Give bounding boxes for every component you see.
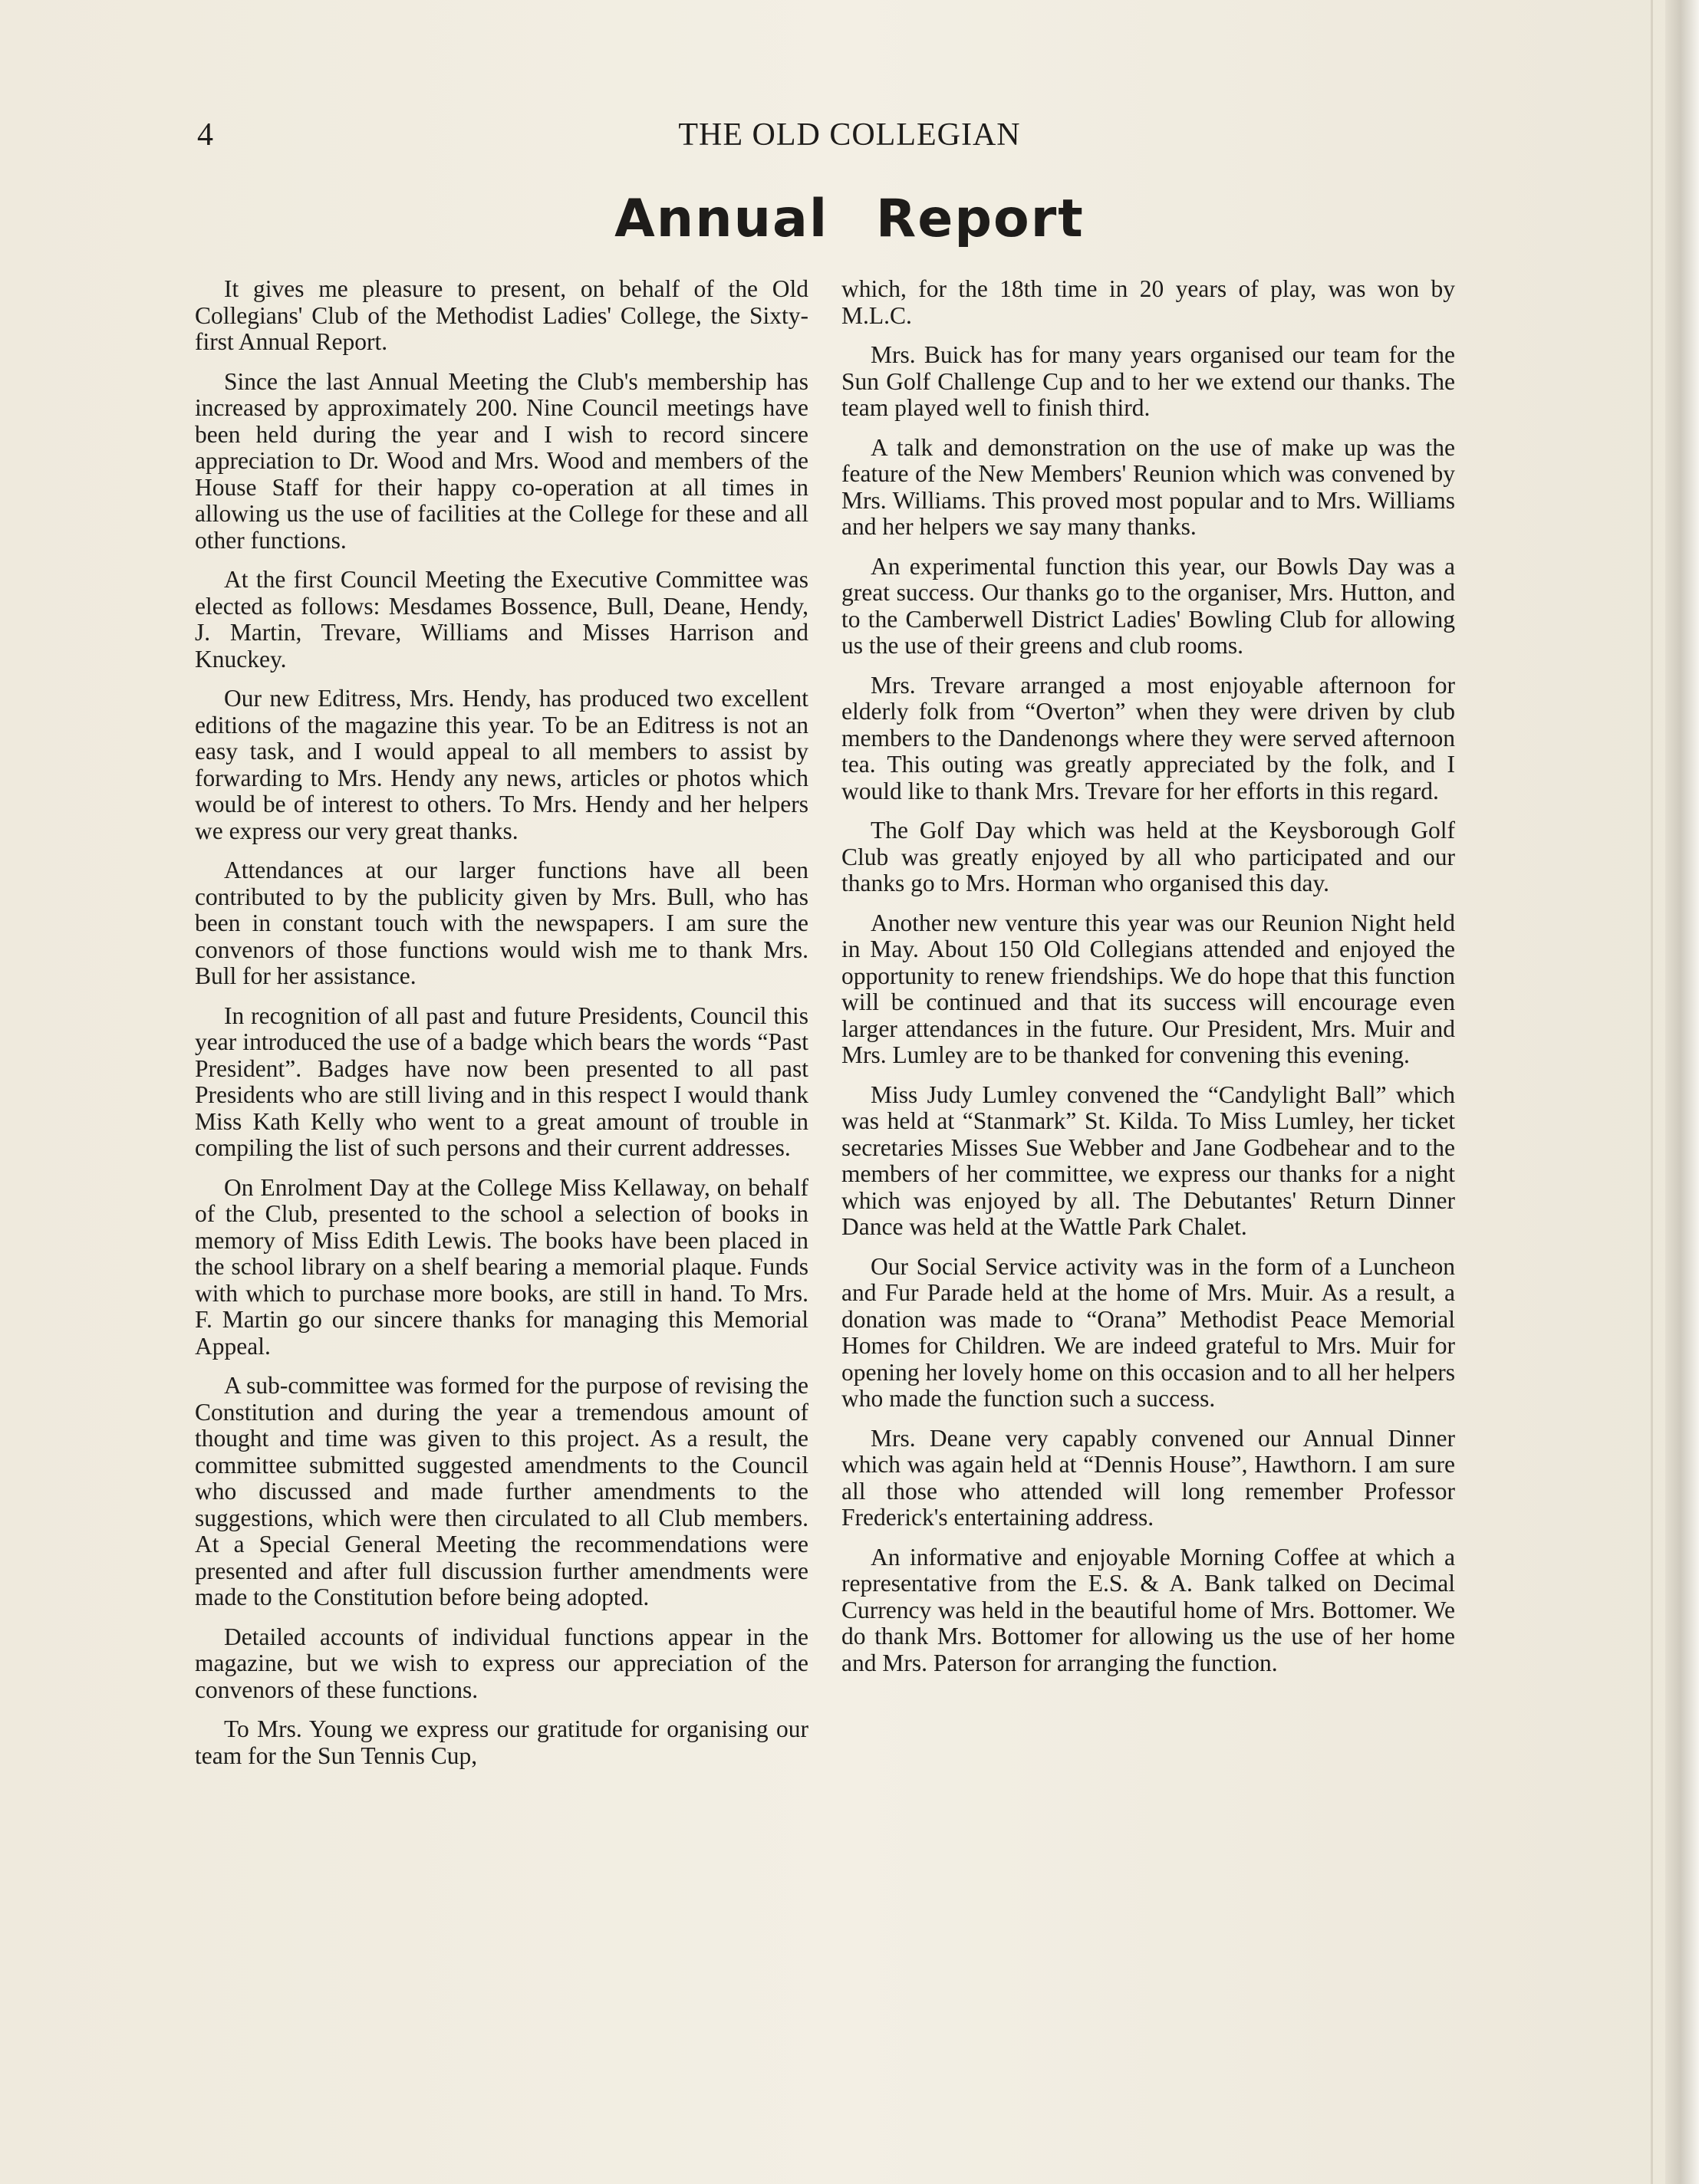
paragraph: In recognition of all past and future Presidents, Council this year introduced the use of a badge which bears the words “Past President”. Badges have now been presented to all past Presidents who are still living and in this respect I would thank Miss Kath Kelly who went to a great amount of trouble in compiling the list of such persons and their current addresses. bbox=[195, 1002, 808, 1161]
paragraph: To Mrs. Young we express our gratitude for organising our team for the Sun Tennis Cup, bbox=[195, 1715, 808, 1769]
paragraph: Mrs. Trevare arranged a most enjoyable afternoon for elderly folk from “Overton” when they were driven by club members to the Dandenongs where they were served afternoon tea. This outing was greatly appreciated by the folk, and I would like to thank Mrs. Trevare for her efforts in this regard. bbox=[841, 671, 1455, 804]
paragraph: Another new venture this year was our Reunion Night held in May. About 150 Old Collegians attended and enjoyed the opportunity to renew friendships. We do hope that this function will be continued and that its success will encourage even larger attendances in the future. Our President, Mrs. Muir and Mrs. Lumley are to be thanked for convening this evening. bbox=[841, 909, 1455, 1068]
paragraph: Since the last Annual Meeting the Club's membership has increased by approximately 200. Nine Council meetings have been held during the year and I wish to record sincere appreciation to Dr. Wood and Mrs. Wood and members of the House Staff for their happy co-operation at all times in allowing us the use of facilities at the College for these and all other functions. bbox=[195, 367, 808, 554]
left-column bbox=[195, 276, 808, 1782]
paragraph: An experimental function this year, our Bowls Day was a great success. Our thanks go to the organiser, Mrs. Hutton, and to the Camberwell District Ladies' Bowling Club for allowing us the use of their greens and club rooms. bbox=[841, 552, 1455, 659]
journal-name: THE OLD COLLEGIAN bbox=[678, 117, 1021, 153]
paragraph: Our Social Service activity was in the form of a Luncheon and Fur Parade held at the home of Mrs. Muir. As a result, a donation was made to “Orana” Methodist Peace Memorial Homes for Children. We are indeed grateful to Mrs. Muir for opening her lovely home on this occasion and to all her helpers who made the function such a success. bbox=[841, 1252, 1455, 1412]
binding-shadow bbox=[1651, 0, 1653, 2184]
paragraph: At the first Council Meeting the Executive Committee was elected as follows: Mesdames Bossence, Bull, Deane, Hendy, J. Martin, Trevare, Williams and Misses Harrison and Knuckey. bbox=[195, 566, 808, 673]
paragraph: Detailed accounts of individual functions appear in the magazine, but we wish to express our appreciation of the convenors of these functions. bbox=[195, 1623, 808, 1703]
paragraph: It gives me pleasure to present, on behalf of the Old Collegians' Club of the Methodist Ladies' College, the Sixty-first Annual Report. bbox=[195, 275, 808, 355]
running-head bbox=[0, 117, 1699, 163]
paragraph: Attendances at our larger functions have all been contributed to by the publicity given by Mrs. Bull, who has been in constant touch with the newspapers. I am sure the convenors of those functions would wish me to thank Mrs. Bull for her assistance. bbox=[195, 857, 808, 989]
paragraph: A talk and demonstration on the use of make up was the feature of the New Members' Reunion which was convened by Mrs. Williams. This proved most popular and to Mrs. Williams and her helpers we say many thanks. bbox=[841, 433, 1455, 540]
paragraph: Mrs. Deane very capably convened our Annual Dinner which was again held at “Dennis House”, Hawthorn. I am sure all those who attended will long remember Professor Frederick's entertaining address. bbox=[841, 1424, 1455, 1531]
paragraph: Miss Judy Lumley convened the “Candylight Ball” which was held at “Stanmark” St. Kilda. To Miss Lumley, her ticket secretaries Misses Sue Webber and Jane Godbehear and to the members of her committee, we express our thanks for a night which was enjoyed by all. The Debutantes' Return Dinner Dance was held at the Wattle Park Chalet. bbox=[841, 1080, 1455, 1240]
right-column bbox=[841, 276, 1455, 1689]
paragraph-continuation: which, for the 18th time in 20 years of play, was won by M.L.C. bbox=[841, 275, 1455, 329]
paragraph: The Golf Day which was held at the Keysborough Golf Club was greatly enjoyed by all who participated and our thanks go to Mrs. Horman who organised this day. bbox=[841, 817, 1455, 896]
page-edge bbox=[1665, 0, 1699, 2184]
paragraph: A sub-committee was formed for the purpose of revising the Constitution and during the year a tremendous amount of thought and time was given to this project. As a result, the committee submitted suggested amendments to the Council who discussed and made further amendments to the suggestions, which were then circulated to all Club members. At a Special General Meeting the recommendations were presented and after full discussion further amendments were made to the Constitution before being adopted. bbox=[195, 1372, 808, 1610]
page-number: 4 bbox=[197, 117, 214, 153]
paragraph: On Enrolment Day at the College Miss Kellaway, on behalf of the Club, presented to the school a selection of books in memory of Miss Edith Lewis. The books have been placed in the school library on a shelf bearing a memorial plaque. Funds with which to purchase more books, are still in hand. To Mrs. F. Martin go our sincere thanks for managing this Memorial Appeal. bbox=[195, 1173, 808, 1360]
paragraph: Mrs. Buick has for many years organised our team for the Sun Golf Challenge Cup and to her we extend our thanks. The team played well to finish third. bbox=[841, 341, 1455, 421]
article-title: Annual Report bbox=[614, 189, 1085, 249]
paragraph: An informative and enjoyable Morning Coffee at which a representative from the E.S. & A. Bank talked on Decimal Currency was held in the beautiful home of Mrs. Bottomer. We do thank Mrs. Bottomer for allowing us the use of her home and Mrs. Paterson for arranging the function. bbox=[841, 1543, 1455, 1676]
paragraph: Our new Editress, Mrs. Hendy, has produced two excellent editions of the magazine this year. To be an Editress is not an easy task, and I would appeal to all members to assist by forwarding to Mrs. Hendy any news, articles or photos which would be of interest to others. To Mrs. Hendy and her helpers we express our very great thanks. bbox=[195, 685, 808, 844]
